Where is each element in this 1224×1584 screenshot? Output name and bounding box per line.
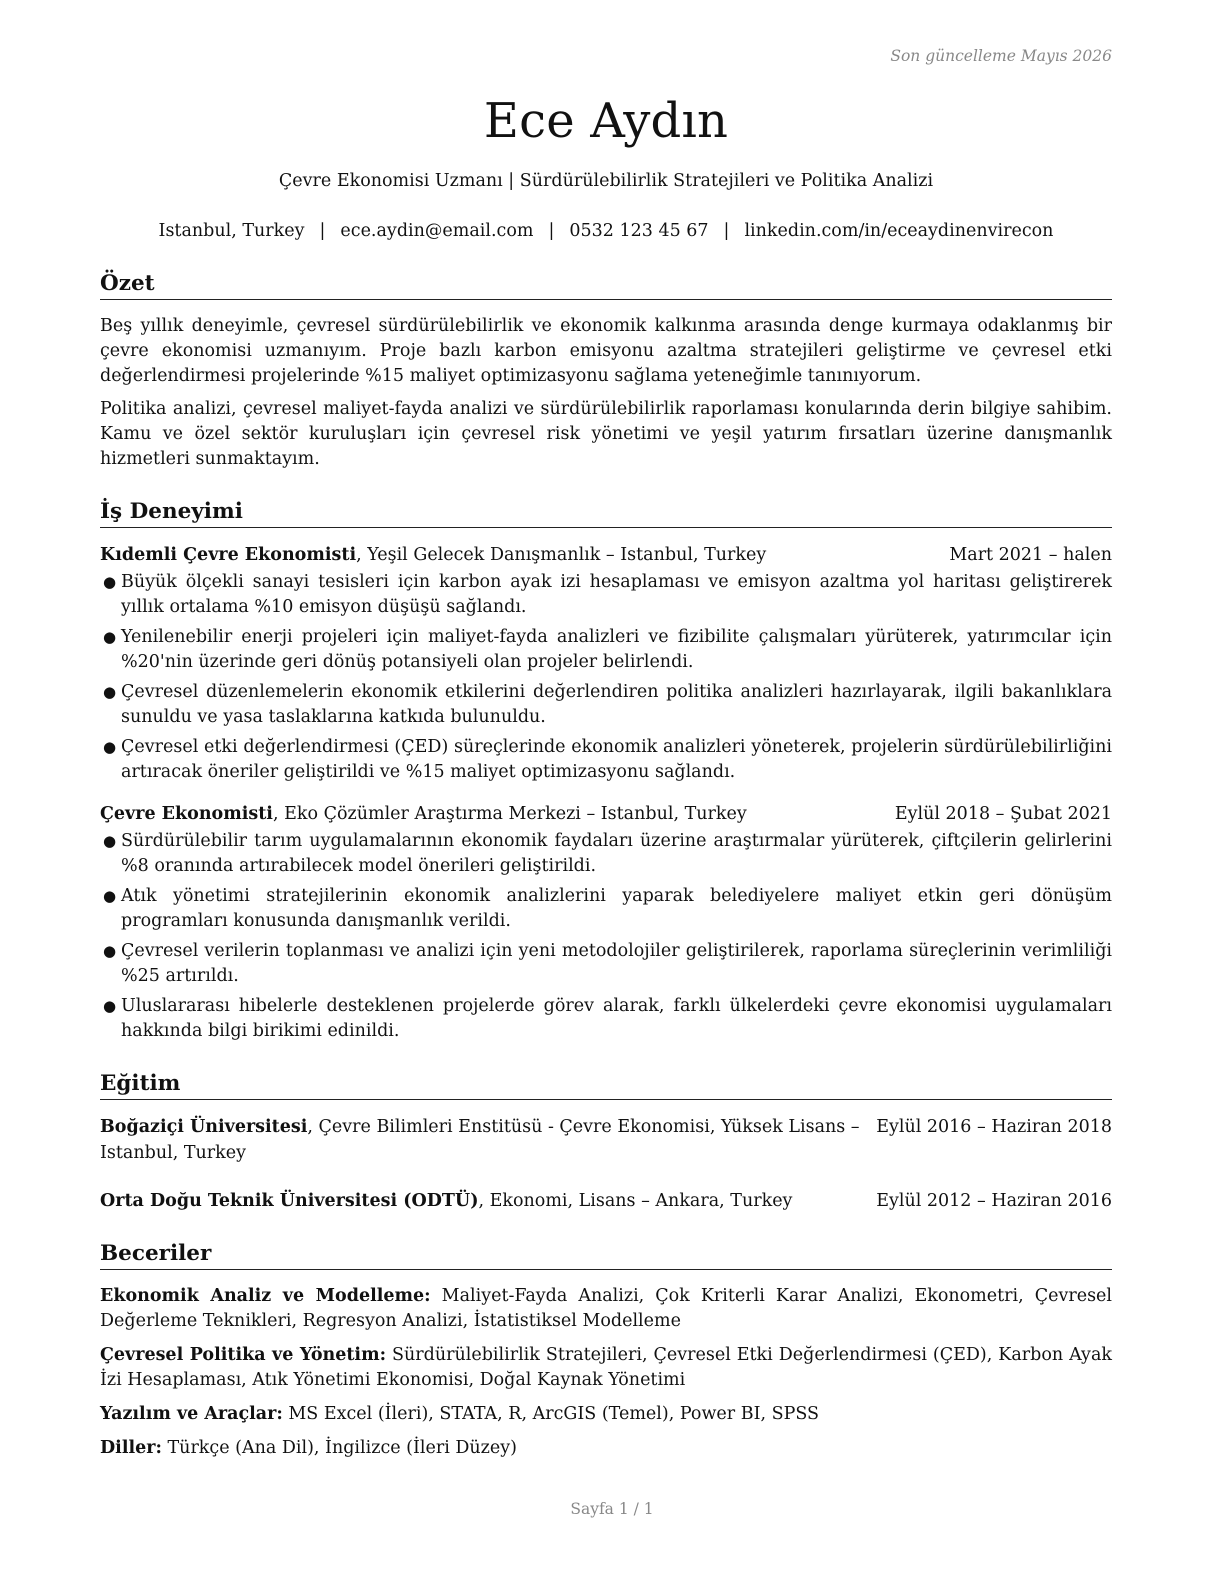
bullet-text: Sürdürülebilir tarım uygulamalarının ekonomik faydaları üzerine araştırmalar yürüterek, çiftçilerin gelirlerini %8 oranında artırabilecek model önerileri geliştirildi. bbox=[121, 831, 1112, 876]
list-item bbox=[100, 939, 1112, 989]
skill-text: Türkçe (Ana Dil), İngilizce (İleri Düzey) bbox=[161, 1438, 517, 1458]
bullet-icon: ● bbox=[103, 942, 117, 960]
job-header bbox=[100, 542, 1112, 568]
section-title-education: Eğitim bbox=[100, 1070, 1112, 1100]
job-org: , Yeşil Gelecek Danışmanlık – Istanbul, Turkey bbox=[356, 545, 767, 565]
list-item bbox=[100, 680, 1112, 730]
job-header bbox=[100, 801, 1112, 827]
skill-text: MS Excel (İleri), STATA, R, ArcGIS (Temel), Power BI, SPSS bbox=[282, 1404, 820, 1424]
bullet-icon: ● bbox=[103, 738, 117, 756]
job-role: Kıdemli Çevre Ekonomisti bbox=[100, 545, 357, 565]
education-detail: , Çevre Bilimleri Enstitüsü - Çevre Ekonomisi, Yüksek Lisans – Istanbul, Turkey bbox=[100, 1117, 860, 1163]
bullet-icon: ● bbox=[103, 628, 117, 646]
job-bullets bbox=[100, 829, 1112, 1044]
education-title-line bbox=[100, 1188, 870, 1214]
candidate-name: Ece Aydın bbox=[483, 93, 729, 149]
job-bullets bbox=[100, 570, 1112, 785]
bullet-icon: ● bbox=[103, 683, 117, 701]
skill-label: Diller: bbox=[100, 1438, 162, 1458]
contact-line bbox=[100, 218, 1112, 244]
headline: Çevre Ekonomisi Uzmanı | Sürdürülebilirlik Stratejileri ve Politika Analizi bbox=[278, 171, 934, 191]
skill-text: Sürdürülebilirlik Stratejileri, Çevresel Etki Değerlendirmesi (ÇED), Karbon Ayak İzi Hesaplaması, Atık Yönetimi Ekonomisi, Doğal Kaynak Yönetimi bbox=[100, 1345, 1112, 1390]
education-detail: , Ekonomi, Lisans – Ankara, Turkey bbox=[478, 1191, 793, 1211]
skill-label: Ekonomik Analiz ve Modelleme: bbox=[100, 1286, 431, 1306]
bullet-icon: ● bbox=[103, 832, 117, 850]
job-dates: Mart 2021 – halen bbox=[949, 545, 1112, 565]
contact-separator: | bbox=[723, 221, 730, 241]
education-school: Boğaziçi Üniversitesi bbox=[100, 1117, 308, 1137]
list-item bbox=[100, 625, 1112, 675]
bullet-icon: ● bbox=[103, 887, 117, 905]
job-title-line bbox=[100, 801, 889, 827]
bullet-text: Çevresel etki değerlendirmesi (ÇED) süreçlerinde ekonomik analizleri yöneterek, projelerin sürdürülebilirliğini artıracak öneriler geliştirildi ve %15 maliyet optimizasyonu sağlandı. bbox=[121, 737, 1112, 782]
contact-location: Istanbul, Turkey bbox=[158, 221, 305, 241]
job-title-line bbox=[100, 542, 943, 568]
job-org: , Eko Çözümler Araştırma Merkezi – Istanbul, Turkey bbox=[272, 804, 747, 824]
bullet-text: Büyük ölçekli sanayi tesisleri için karbon ayak izi hesaplaması ve emisyon azaltma yol haritası geliştirerek yıllık ortalama %10 emisyon düşüşü sağlandı. bbox=[121, 572, 1112, 617]
list-item bbox=[100, 735, 1112, 785]
contact-linkedin[interactable]: linkedin.com/in/eceaydinenvirecon bbox=[744, 221, 1054, 241]
job-dates: Eylül 2018 – Şubat 2021 bbox=[894, 804, 1112, 824]
bullet-text: Yenilenebilir enerji projeleri için maliyet-fayda analizleri ve fizibilite çalışmaları yürüterek, yatırımcılar için %20'nin üzerinde geri dönüş potansiyeli olan projeler belirlendi. bbox=[121, 627, 1112, 672]
list-item bbox=[100, 829, 1112, 879]
skill-label: Yazılım ve Araçlar: bbox=[100, 1404, 283, 1424]
contact-phone[interactable]: 0532 123 45 67 bbox=[569, 221, 709, 241]
bullet-text: Çevresel düzenlemelerin ekonomik etkilerini değerlendiren politika analizleri hazırlayarak, ilgili bakanlıklara sunuldu ve yasa taslaklarına katkıda bulunuldu. bbox=[121, 682, 1112, 727]
contact-separator: | bbox=[548, 221, 555, 241]
list-item bbox=[100, 884, 1112, 934]
job-entry bbox=[100, 542, 1112, 785]
page-number: Sayfa 1 / 1 bbox=[570, 1500, 654, 1518]
job-role: Çevre Ekonomisti bbox=[100, 804, 273, 824]
bullet-text: Çevresel verilerin toplanması ve analizi için yeni metodolojiler geliştirilerek, raporlama süreçlerinin verimliliği %25 artırıldı. bbox=[121, 941, 1112, 986]
skill-group bbox=[100, 1284, 1112, 1334]
skill-group bbox=[100, 1402, 1112, 1427]
bullet-text: Uluslararası hibelerle desteklenen projelerde görev alarak, farklı ülkelerdeki çevre ekonomisi uygulamaları hakkında bilgi birikimi edinildi. bbox=[121, 996, 1112, 1041]
skill-text: Maliyet-Fayda Analizi, Çok Kriterli Karar Analizi, Ekonometri, Çevresel Değerleme Teknikleri, Regresyon Analizi, İstatistiksel Modelleme bbox=[100, 1286, 1113, 1331]
education-entry bbox=[100, 1114, 1112, 1166]
summary-paragraph: Beş yıllık deneyimle, çevresel sürdürülebilirlik ve ekonomik kalkınma arasında denge kurmaya odaklanmış bir çevre ekonomisi uzmanıyım. Proje bazlı karbon emisyonu azaltma stratejileri geliştirme ve çevresel etki değerlendirmesi projelerinde %15 maliyet optimizasyonu sağlama yeteneğimle tanınıyorum. bbox=[100, 316, 1112, 386]
bullet-icon: ● bbox=[103, 573, 117, 591]
education-school: Orta Doğu Teknik Üniversitesi (ODTÜ) bbox=[100, 1191, 479, 1211]
contact-email[interactable]: ece.aydin@email.com bbox=[340, 221, 534, 241]
section-title-skills: Beceriler bbox=[100, 1240, 1112, 1270]
last-updated: Son güncelleme Mayıs 2026 bbox=[890, 47, 1112, 65]
skill-group bbox=[100, 1436, 1112, 1461]
bullet-icon: ● bbox=[103, 997, 117, 1015]
education-title-line bbox=[100, 1114, 870, 1166]
section-title-experience: İş Deneyimi bbox=[100, 498, 1112, 528]
skill-label: Çevresel Politika ve Yönetim: bbox=[100, 1345, 387, 1365]
bullet-text: Atık yönetimi stratejilerinin ekonomik analizlerini yaparak belediyelere maliyet etkin geri dönüşüm programları konusunda danışmanlık verildi. bbox=[121, 886, 1112, 931]
education-dates: Eylül 2016 – Haziran 2018 bbox=[876, 1117, 1112, 1137]
list-item bbox=[100, 994, 1112, 1044]
contact-separator: | bbox=[319, 221, 326, 241]
education-entry bbox=[100, 1188, 1112, 1214]
job-entry bbox=[100, 801, 1112, 1044]
section-title-summary: Özet bbox=[100, 270, 1112, 300]
education-dates: Eylül 2012 – Haziran 2016 bbox=[876, 1191, 1112, 1211]
summary-paragraph: Politika analizi, çevresel maliyet-fayda analizi ve sürdürülebilirlik raporlaması konularında derin bilgiye sahibim. Kamu ve özel sektör kuruluşları için çevresel risk yönetimi ve yeşil yatırım fırsatları üzerine danışmanlık hizmetleri sunmaktayım. bbox=[100, 399, 1112, 469]
skill-group bbox=[100, 1343, 1112, 1393]
list-item bbox=[100, 570, 1112, 620]
